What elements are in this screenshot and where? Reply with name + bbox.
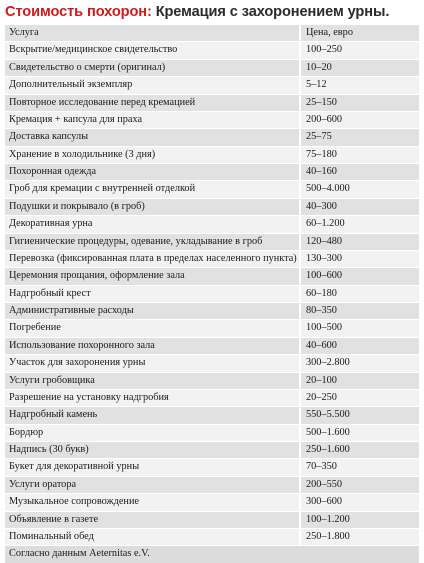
- table-row: [5, 111, 419, 128]
- price-cell: 250–1.800: [300, 528, 419, 545]
- table-row: [5, 372, 419, 389]
- table-row: [5, 164, 419, 181]
- service-name-cell: Доставка капсулы: [5, 129, 300, 146]
- table-header-row: [5, 25, 419, 42]
- column-header-service: Услуга: [5, 25, 300, 42]
- service-name-cell: Повторное исследование перед кремацией: [5, 94, 300, 111]
- table-row: [5, 77, 419, 94]
- price-cell: 20–250: [300, 389, 419, 406]
- price-cell: 70–350: [300, 459, 419, 476]
- service-name-cell: Вскрытие/медицинское свидетельство: [5, 42, 300, 59]
- price-cell: 20–100: [300, 372, 419, 389]
- price-cell: 500–1.600: [300, 424, 419, 441]
- table-row: [5, 511, 419, 528]
- table-row: [5, 250, 419, 267]
- service-name-cell: Услуги гробовщика: [5, 372, 300, 389]
- price-cell: 100–500: [300, 320, 419, 337]
- service-name-cell: Административные расходы: [5, 303, 300, 320]
- service-name-cell: Декоративная урна: [5, 216, 300, 233]
- service-name-cell: Подушки и покрывало (в гроб): [5, 198, 300, 215]
- service-name-cell: Бордюр: [5, 424, 300, 441]
- price-cell: 100–1.200: [300, 511, 419, 528]
- price-cell: 40–600: [300, 337, 419, 354]
- table-row: [5, 407, 419, 424]
- service-name-cell: Хранение в холодильнике (3 дня): [5, 146, 300, 163]
- table-row: [5, 459, 419, 476]
- table-row: [5, 320, 419, 337]
- price-cell: 200–600: [300, 111, 419, 128]
- table-row: [5, 424, 419, 441]
- table-row: [5, 216, 419, 233]
- service-name-cell: Гигиенические процедуры, одевание, укладывание в гроб: [5, 233, 300, 250]
- column-header-price: Цена, евро: [300, 25, 419, 42]
- price-cell: 250–1.600: [300, 442, 419, 459]
- title-rest: Кремация с захоронением урны.: [151, 4, 390, 20]
- table-row: [5, 94, 419, 111]
- price-cell: 40–300: [300, 198, 419, 215]
- table-row: [5, 442, 419, 459]
- table-row: [5, 494, 419, 511]
- service-name-cell: Объявление в газете: [5, 511, 300, 528]
- price-cell: 300–2.800: [300, 355, 419, 372]
- table-row: [5, 42, 419, 59]
- price-table: [5, 25, 419, 563]
- table-footer-row: [5, 546, 419, 563]
- table-row: [5, 528, 419, 545]
- price-cell: 550–5.500: [300, 407, 419, 424]
- service-name-cell: Перевозка (фиксированная плата в пределах населенного пункта): [5, 250, 300, 267]
- table-row: [5, 389, 419, 406]
- table-row: [5, 285, 419, 302]
- service-name-cell: Надгробный камень: [5, 407, 300, 424]
- table-row: [5, 476, 419, 493]
- price-cell: 40–160: [300, 164, 419, 181]
- service-name-cell: Использование похоронного зала: [5, 337, 300, 354]
- price-cell: 60–1.200: [300, 216, 419, 233]
- service-name-cell: Гроб для кремации с внутренней отделкой: [5, 181, 300, 198]
- price-cell: 300–600: [300, 494, 419, 511]
- price-cell: 130–300: [300, 250, 419, 267]
- table-row: [5, 146, 419, 163]
- price-cell: 5–12: [300, 77, 419, 94]
- price-cell: 100–600: [300, 268, 419, 285]
- title-accent: Стоимость похорон:: [5, 4, 152, 20]
- table-row: [5, 198, 419, 215]
- price-cell: 10–20: [300, 59, 419, 76]
- price-cell: 60–180: [300, 285, 419, 302]
- table-body: [5, 42, 419, 546]
- price-cell: 80–350: [300, 303, 419, 320]
- price-cell: 25–150: [300, 94, 419, 111]
- service-name-cell: Музыкальное сопровождение: [5, 494, 300, 511]
- price-cell: 200–550: [300, 476, 419, 493]
- price-cell: 500–4.000: [300, 181, 419, 198]
- service-name-cell: Разрешение на установку надгробия: [5, 389, 300, 406]
- service-name-cell: Услуги оратора: [5, 476, 300, 493]
- table-row: [5, 337, 419, 354]
- service-name-cell: Поминальный обед: [5, 528, 300, 545]
- price-cell: 120–480: [300, 233, 419, 250]
- service-name-cell: Участок для захоронения урны: [5, 355, 300, 372]
- table-row: [5, 59, 419, 76]
- service-name-cell: Церемония прощания, оформление зала: [5, 268, 300, 285]
- table-row: [5, 355, 419, 372]
- service-name-cell: Дополнительный экземпляр: [5, 77, 300, 94]
- service-name-cell: Погребение: [5, 320, 300, 337]
- service-name-cell: Надпись (30 букв): [5, 442, 300, 459]
- service-name-cell: Надгробный крест: [5, 285, 300, 302]
- source-note: Согласно данным Aeternitas e.V.: [5, 546, 419, 563]
- price-cell: 25–75: [300, 129, 419, 146]
- service-name-cell: Похоронная одежда: [5, 164, 300, 181]
- table-row: [5, 181, 419, 198]
- table-row: [5, 129, 419, 146]
- price-cell: 75–180: [300, 146, 419, 163]
- service-name-cell: Кремация + капсула для праха: [5, 111, 300, 128]
- page: [5, 0, 419, 561]
- page-title: [5, 2, 389, 22]
- table-row: [5, 303, 419, 320]
- table-row: [5, 233, 419, 250]
- service-name-cell: Букет для декоративной урны: [5, 459, 300, 476]
- table-row: [5, 268, 419, 285]
- service-name-cell: Свидетельство о смерти (оригинал): [5, 59, 300, 76]
- price-cell: 100–250: [300, 42, 419, 59]
